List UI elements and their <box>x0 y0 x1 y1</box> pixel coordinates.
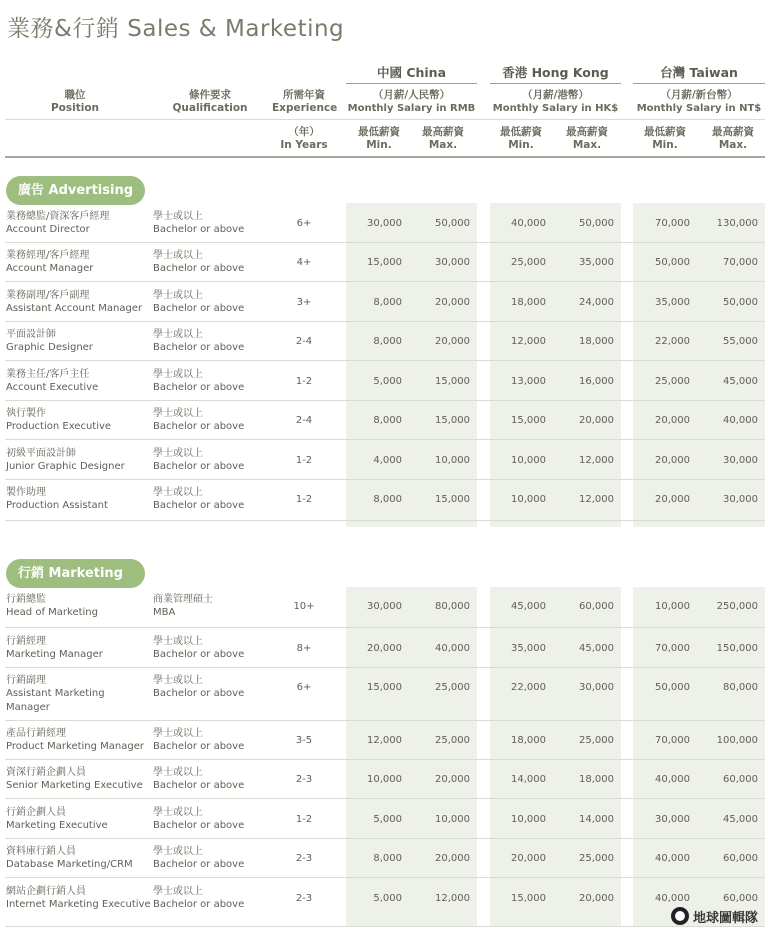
qualification-en: Bachelor or above <box>153 461 245 472</box>
header-position-zh: 職位 <box>64 89 86 101</box>
hk-min-value: 35,000 <box>511 643 546 654</box>
cn-min-value: 15,000 <box>367 257 402 268</box>
position-en-line2: Manager <box>6 702 50 713</box>
qualification-zh: 學士或以上 <box>153 728 203 739</box>
qualification-en: Bachelor or above <box>153 224 245 235</box>
hk-max-value: 50,000 <box>579 218 614 229</box>
position-zh: 業務副理/客戶副理 <box>6 290 90 301</box>
qualification-zh: 學士或以上 <box>153 250 203 261</box>
hk-min-value: 18,000 <box>511 735 546 746</box>
position-zh: 產品行銷經理 <box>6 728 66 739</box>
hk-min-value: 40,000 <box>511 218 546 229</box>
cn-min-value: 8,000 <box>373 415 402 426</box>
cn-min-value: 10,000 <box>367 774 402 785</box>
qualification-en: Bachelor or above <box>153 780 245 791</box>
qualification-en: Bachelor or above <box>153 421 245 432</box>
header-max-en: Max. <box>572 139 602 151</box>
position-zh: 業務總監/資深客戶經理 <box>6 211 110 222</box>
qualification-zh: 學士或以上 <box>153 369 203 380</box>
hk-max-value: 16,000 <box>579 376 614 387</box>
position-en: Assistant Account Manager <box>6 303 143 314</box>
hk-min-value: 10,000 <box>511 494 546 505</box>
exp-value: 1-2 <box>295 814 313 825</box>
tw-min-value: 50,000 <box>655 682 690 693</box>
qualification-zh: 學士或以上 <box>153 846 203 857</box>
position-zh: 行銷企劃人員 <box>6 807 66 818</box>
position-en: Marketing Manager <box>6 649 103 660</box>
hk-min-value: 18,000 <box>511 297 546 308</box>
header-max-en: Max. <box>428 139 458 151</box>
tw-max-value: 250,000 <box>716 601 758 612</box>
watermark-text: 地球圖輯隊 <box>692 910 758 926</box>
tw-max-value: 80,000 <box>723 682 758 693</box>
cn-min-value: 12,000 <box>367 735 402 746</box>
exp-value: 10+ <box>293 601 315 612</box>
tw-max-value: 30,000 <box>723 455 758 466</box>
tw-max-value: 55,000 <box>723 336 758 347</box>
hk-max-value: 20,000 <box>579 893 614 904</box>
tw-max-value: 60,000 <box>723 774 758 785</box>
header-min-en: Min. <box>652 139 678 151</box>
position-en: Assistant Marketing <box>6 688 105 699</box>
position-en: Graphic Designer <box>6 342 93 353</box>
position-zh: 網站企劃行銷人員 <box>6 886 86 897</box>
qualification-en: MBA <box>153 607 176 618</box>
exp-value: 2-3 <box>295 893 313 904</box>
header-experience-en: Experience <box>272 102 338 114</box>
hk-min-value: 15,000 <box>511 415 546 426</box>
hongkong-column-shade <box>490 587 621 927</box>
tw-min-value: 35,000 <box>655 297 690 308</box>
currency-taiwan-en: Monthly Salary in NT$ <box>636 103 762 114</box>
china-column-shade <box>346 587 477 927</box>
qualification-zh: 商業管理碩士 <box>153 594 213 605</box>
cn-min-value: 20,000 <box>367 643 402 654</box>
hk-min-value: 45,000 <box>511 601 546 612</box>
currency-hongkong-zh: （月薪/港幣） <box>522 89 589 101</box>
hk-max-value: 30,000 <box>579 682 614 693</box>
exp-value: 2-4 <box>295 336 313 347</box>
position-zh: 業務主任/客戶主任 <box>6 369 90 380</box>
tw-max-value: 60,000 <box>723 893 758 904</box>
tw-min-value: 20,000 <box>655 415 690 426</box>
exp-value: 1-2 <box>295 494 313 505</box>
hk-min-value: 10,000 <box>511 455 546 466</box>
currency-hongkong-en: Monthly Salary in HK$ <box>492 103 619 114</box>
cn-min-value: 8,000 <box>373 336 402 347</box>
header-min-en: Min. <box>508 139 534 151</box>
header-years-en: In Years <box>280 139 328 151</box>
position-en: Production Executive <box>6 421 112 432</box>
cn-max-value: 30,000 <box>435 257 470 268</box>
tw-max-value: 60,000 <box>723 853 758 864</box>
tw-min-value: 70,000 <box>655 643 690 654</box>
watermark-logo <box>671 905 758 927</box>
qualification-en: Bachelor or above <box>153 342 245 353</box>
tw-max-value: 50,000 <box>723 297 758 308</box>
qualification-zh: 學士或以上 <box>153 675 203 686</box>
cn-min-value: 5,000 <box>373 814 402 825</box>
cn-max-value: 50,000 <box>435 218 470 229</box>
tw-max-value: 100,000 <box>716 735 758 746</box>
tw-min-value: 40,000 <box>655 774 690 785</box>
cn-max-value: 12,000 <box>435 893 470 904</box>
header-min-en: Min. <box>366 139 392 151</box>
cn-min-value: 15,000 <box>367 682 402 693</box>
exp-value: 2-3 <box>295 774 313 785</box>
position-zh: 製作助理 <box>6 487 46 498</box>
position-en: Production Assistant <box>6 500 108 511</box>
qualification-zh: 學士或以上 <box>153 807 203 818</box>
qualification-zh: 學士或以上 <box>153 767 203 778</box>
hk-max-value: 25,000 <box>579 735 614 746</box>
tw-min-value: 50,000 <box>655 257 690 268</box>
cn-max-value: 25,000 <box>435 682 470 693</box>
tw-max-value: 40,000 <box>723 415 758 426</box>
exp-value: 3-5 <box>295 735 313 746</box>
exp-value: 1-2 <box>295 376 313 387</box>
region-divider <box>346 83 477 84</box>
position-en: Product Marketing Manager <box>6 741 144 752</box>
position-zh: 業務經理/客戶經理 <box>6 250 90 261</box>
hk-min-value: 12,000 <box>511 336 546 347</box>
qualification-zh: 學士或以上 <box>153 886 203 897</box>
section-label-advertising: 廣告 Advertising <box>6 176 145 205</box>
row-divider <box>5 877 765 878</box>
header-max-en: Max. <box>718 139 748 151</box>
tw-min-value: 22,000 <box>655 336 690 347</box>
hk-min-value: 25,000 <box>511 257 546 268</box>
region-hongkong: 香港 Hong Kong <box>502 65 609 80</box>
position-zh: 行銷經理 <box>6 636 46 647</box>
exp-value: 4+ <box>296 257 312 268</box>
cn-min-value: 8,000 <box>373 297 402 308</box>
exp-value: 8+ <box>296 643 312 654</box>
exp-value: 2-4 <box>295 415 313 426</box>
hk-min-value: 14,000 <box>511 774 546 785</box>
position-zh: 平面設計師 <box>6 329 56 340</box>
tw-max-value: 150,000 <box>716 643 758 654</box>
tw-max-value: 45,000 <box>723 376 758 387</box>
header-bottom-rule <box>5 156 765 158</box>
exp-value: 6+ <box>296 682 312 693</box>
cn-max-value: 80,000 <box>435 601 470 612</box>
region-divider <box>633 83 765 84</box>
row-divider <box>5 281 765 282</box>
position-zh: 行銷副理 <box>6 675 46 686</box>
row-divider <box>5 439 765 440</box>
qualification-en: Bachelor or above <box>153 500 245 511</box>
exp-value: 6+ <box>296 218 312 229</box>
row-divider <box>5 520 765 521</box>
hk-max-value: 20,000 <box>579 415 614 426</box>
header-experience-zh: 所需年資 <box>283 89 325 101</box>
position-en: Account Manager <box>6 263 94 274</box>
qualification-zh: 學士或以上 <box>153 408 203 419</box>
cn-min-value: 30,000 <box>367 218 402 229</box>
exp-value: 3+ <box>296 297 312 308</box>
header-min-zh: 最低薪資 <box>500 126 542 138</box>
cn-max-value: 40,000 <box>435 643 470 654</box>
position-zh: 資料庫行銷人員 <box>6 846 76 857</box>
row-divider <box>5 242 765 243</box>
hk-max-value: 18,000 <box>579 774 614 785</box>
row-divider <box>5 400 765 401</box>
row-divider <box>5 720 765 721</box>
header-min-zh: 最低薪資 <box>358 126 400 138</box>
position-zh: 行銷總監 <box>6 594 46 605</box>
tw-min-value: 20,000 <box>655 455 690 466</box>
position-zh: 初級平面設計師 <box>6 448 76 459</box>
row-divider <box>5 360 765 361</box>
qualification-en: Bachelor or above <box>153 820 245 831</box>
tw-max-value: 30,000 <box>723 494 758 505</box>
cn-min-value: 8,000 <box>373 494 402 505</box>
tw-min-value: 70,000 <box>655 218 690 229</box>
position-en: Database Marketing/CRM <box>6 859 133 870</box>
taiwan-column-shade <box>633 587 765 927</box>
row-divider <box>5 759 765 760</box>
hk-min-value: 15,000 <box>511 893 546 904</box>
hk-min-value: 20,000 <box>511 853 546 864</box>
qualification-en: Bachelor or above <box>153 382 245 393</box>
header-qualification-zh: 條件要求 <box>189 89 231 101</box>
cn-min-value: 5,000 <box>373 893 402 904</box>
position-en: Marketing Executive <box>6 820 108 831</box>
cn-max-value: 15,000 <box>435 494 470 505</box>
qualification-en: Bachelor or above <box>153 688 245 699</box>
tw-max-value: 70,000 <box>723 257 758 268</box>
qualification-en: Bachelor or above <box>153 741 245 752</box>
position-zh: 執行製作 <box>6 408 46 419</box>
position-en: Head of Marketing <box>6 607 98 618</box>
tw-max-value: 130,000 <box>716 218 758 229</box>
cn-max-value: 25,000 <box>435 735 470 746</box>
header-years-zh: （年） <box>288 126 320 138</box>
hk-min-value: 10,000 <box>511 814 546 825</box>
position-en: Internet Marketing Executive <box>6 899 151 910</box>
cn-max-value: 10,000 <box>435 455 470 466</box>
header-position-en: Position <box>50 102 100 114</box>
header-max-zh: 最高薪資 <box>422 126 464 138</box>
currency-china-zh: （月薪/人民幣） <box>372 89 451 101</box>
cn-min-value: 8,000 <box>373 853 402 864</box>
cn-max-value: 20,000 <box>435 774 470 785</box>
row-divider <box>5 838 765 839</box>
qualification-zh: 學士或以上 <box>153 636 203 647</box>
hk-max-value: 12,000 <box>579 455 614 466</box>
position-en: Account Director <box>6 224 90 235</box>
position-en: Senior Marketing Executive <box>6 780 143 791</box>
globe-icon <box>671 907 689 925</box>
table-bottom-rule <box>5 926 765 927</box>
cn-min-value: 4,000 <box>373 455 402 466</box>
qualification-zh: 學士或以上 <box>153 290 203 301</box>
hk-max-value: 35,000 <box>579 257 614 268</box>
row-divider <box>5 627 765 628</box>
qualification-en: Bachelor or above <box>153 303 245 314</box>
tw-min-value: 10,000 <box>655 601 690 612</box>
qualification-en: Bachelor or above <box>153 859 245 870</box>
tw-min-value: 20,000 <box>655 494 690 505</box>
cn-min-value: 30,000 <box>367 601 402 612</box>
qualification-zh: 學士或以上 <box>153 211 203 222</box>
exp-value: 1-2 <box>295 455 313 466</box>
row-divider <box>5 321 765 322</box>
hk-max-value: 18,000 <box>579 336 614 347</box>
position-en: Junior Graphic Designer <box>6 461 125 472</box>
cn-min-value: 5,000 <box>373 376 402 387</box>
hk-max-value: 60,000 <box>579 601 614 612</box>
hk-min-value: 22,000 <box>511 682 546 693</box>
hk-max-value: 14,000 <box>579 814 614 825</box>
page-title: 業務&行銷 Sales & Marketing <box>7 16 345 42</box>
section-label-marketing: 行銷 Marketing <box>6 559 145 588</box>
currency-china-en: Monthly Salary in RMB <box>347 103 476 114</box>
row-divider <box>5 479 765 480</box>
row-divider <box>5 798 765 799</box>
currency-taiwan-zh: （月薪/新台幣） <box>660 89 738 101</box>
row-divider <box>5 667 765 668</box>
qualification-en: Bachelor or above <box>153 263 245 274</box>
qualification-zh: 學士或以上 <box>153 487 203 498</box>
position-en: Account Executive <box>6 382 99 393</box>
header-divider <box>5 119 765 120</box>
header-min-zh: 最低薪資 <box>644 126 686 138</box>
cn-max-value: 20,000 <box>435 336 470 347</box>
region-china: 中國 China <box>376 65 447 80</box>
hk-min-value: 13,000 <box>511 376 546 387</box>
cn-max-value: 10,000 <box>435 814 470 825</box>
header-max-zh: 最高薪資 <box>712 126 754 138</box>
tw-min-value: 40,000 <box>655 853 690 864</box>
region-divider <box>490 83 621 84</box>
tw-min-value: 30,000 <box>655 814 690 825</box>
exp-value: 2-3 <box>295 853 313 864</box>
cn-max-value: 15,000 <box>435 376 470 387</box>
hk-max-value: 45,000 <box>579 643 614 654</box>
tw-min-value: 40,000 <box>655 893 690 904</box>
qualification-en: Bachelor or above <box>153 649 245 660</box>
hk-max-value: 24,000 <box>579 297 614 308</box>
position-zh: 資深行銷企劃人員 <box>6 767 86 778</box>
qualification-zh: 學士或以上 <box>153 448 203 459</box>
tw-min-value: 70,000 <box>655 735 690 746</box>
hk-max-value: 25,000 <box>579 853 614 864</box>
hk-max-value: 12,000 <box>579 494 614 505</box>
tw-max-value: 45,000 <box>723 814 758 825</box>
tw-min-value: 25,000 <box>655 376 690 387</box>
region-taiwan: 台灣 Taiwan <box>660 65 738 80</box>
qualification-en: Bachelor or above <box>153 899 245 910</box>
header-qualification-en: Qualification <box>172 102 248 114</box>
qualification-zh: 學士或以上 <box>153 329 203 340</box>
cn-max-value: 15,000 <box>435 415 470 426</box>
cn-max-value: 20,000 <box>435 853 470 864</box>
header-max-zh: 最高薪資 <box>566 126 608 138</box>
cn-max-value: 20,000 <box>435 297 470 308</box>
